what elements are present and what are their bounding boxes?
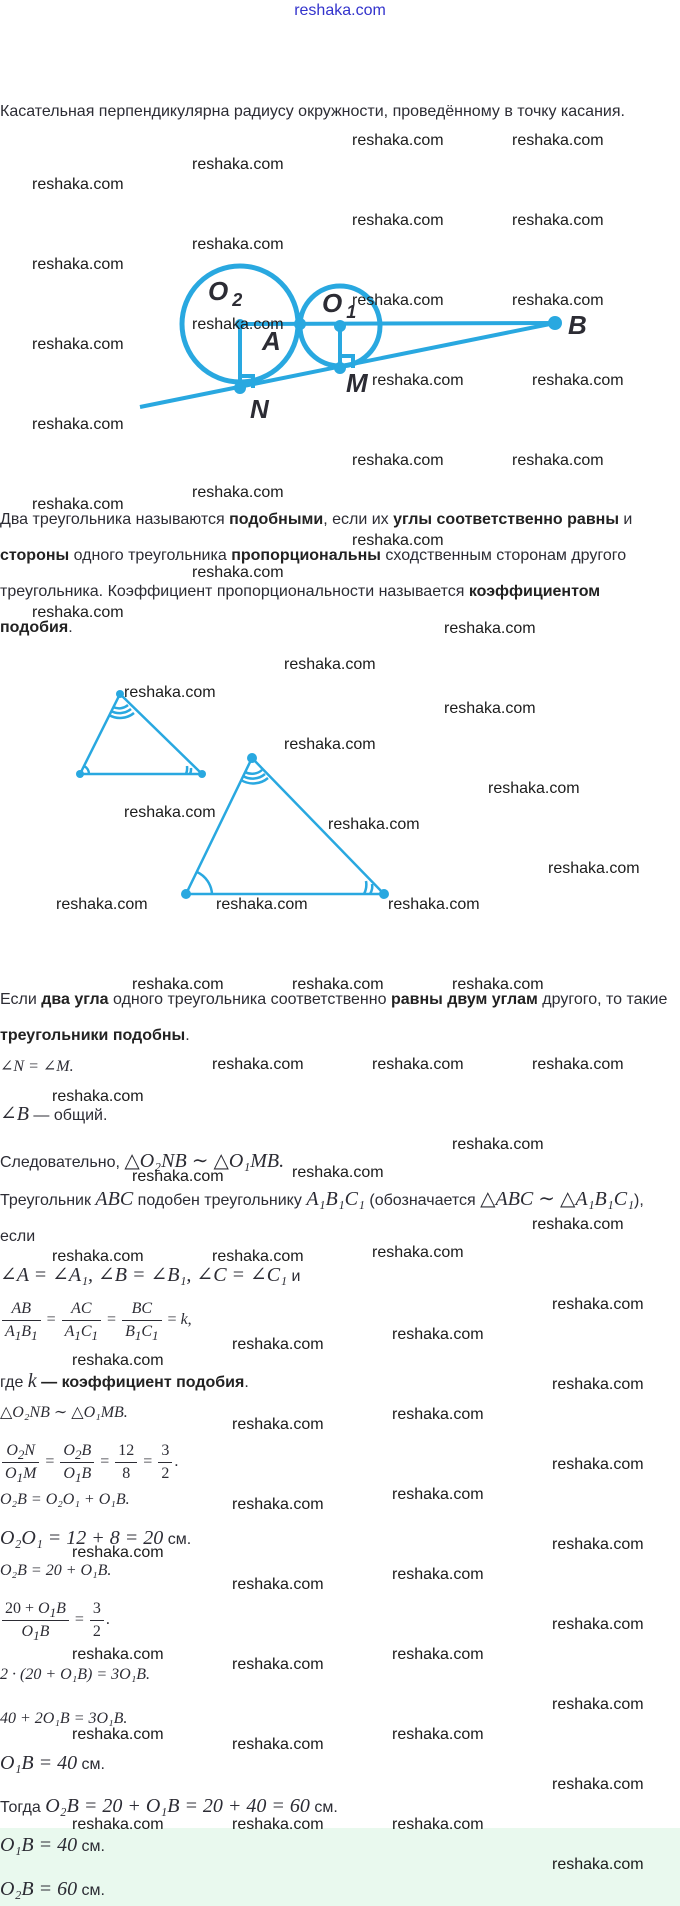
label-n: N [250, 394, 269, 424]
watermark: reshaka.com [392, 1566, 484, 1583]
watermark: reshaka.com [392, 1326, 484, 1343]
watermark: reshaka.com [284, 736, 376, 753]
ratio-formula: $\frac{AB}{A_1B_1}$ = $\frac{AC}{A_1C_1}$ = $\frac{BC}{B_1C_1}$ = k, [0, 1298, 192, 1343]
watermark: reshaka.com [372, 1056, 464, 1073]
large-angle-right-2 [364, 881, 366, 894]
point-o1 [334, 320, 346, 332]
eq-angle-n-m: ∠N = ∠M. [0, 1058, 74, 1075]
watermark: reshaka.com [192, 484, 284, 501]
point-a [294, 318, 306, 330]
watermark: reshaka.com [532, 1056, 624, 1073]
watermark: reshaka.com [132, 976, 224, 993]
watermark: reshaka.com [72, 1352, 164, 1369]
watermark: reshaka.com [352, 452, 444, 469]
label-o2: O $_2$ [208, 276, 243, 310]
watermark: reshaka.com [192, 316, 284, 333]
watermark: reshaka.com [328, 816, 420, 833]
watermark: reshaka.com [452, 976, 544, 993]
watermark: reshaka.com [552, 1856, 644, 1873]
angle-b-common: ∠B — общий. [0, 1103, 108, 1125]
watermark: reshaka.com [552, 1376, 644, 1393]
watermark: reshaka.com [532, 1216, 624, 1233]
where-k-line: где k — коэффициент подобия. [0, 1370, 249, 1392]
watermark: reshaka.com [232, 1336, 324, 1353]
eq-o1b-result: O₁B = 40 см. [0, 1752, 105, 1774]
eq-o2o1: O₂O₁ = 12 + 8 = 20 см. [0, 1527, 192, 1549]
watermark: reshaka.com [32, 176, 124, 193]
watermark: reshaka.com [124, 684, 216, 701]
watermark: reshaka.com [132, 1168, 224, 1185]
watermark: reshaka.com [292, 1164, 384, 1181]
watermark: reshaka.com [216, 896, 308, 913]
eq-o2b-sum: O₂B = O₂O₁ + O₁B. [0, 1491, 130, 1508]
label-a: A [262, 326, 281, 356]
point-n [234, 382, 246, 394]
theory-aa-criterion: Если два угла одного треугольника соответственно равны двум углам другого, то такие треугольники подобны. [0, 991, 668, 1044]
watermark: reshaka.com [552, 1456, 644, 1473]
watermark: reshaka.com [352, 292, 444, 309]
watermark: reshaka.com [284, 656, 376, 673]
watermark: reshaka.com [52, 1248, 144, 1265]
watermark: reshaka.com [32, 336, 124, 353]
watermark: reshaka.com [552, 1696, 644, 1713]
answer-o1b: O₁B = 40 см. [0, 1834, 105, 1856]
eq-similar-2: △O₂NB ∼ △O₁MB. [0, 1404, 128, 1421]
consequently-line: Следовательно, △O₂NB ∼ △O₁MB. [0, 1150, 285, 1172]
line-o2b [240, 323, 555, 324]
watermark: reshaka.com [372, 372, 464, 389]
answer-o2b: O₂B = 60 см. [0, 1878, 105, 1900]
watermark: reshaka.com [512, 452, 604, 469]
watermark: reshaka.com [212, 1248, 304, 1265]
watermark: reshaka.com [532, 372, 624, 389]
label-o1: O $_1$ [322, 288, 357, 322]
watermark: reshaka.com [232, 1416, 324, 1433]
large-angle-top-1 [245, 770, 262, 774]
watermark: reshaka.com [392, 1406, 484, 1423]
watermark: reshaka.com [232, 1736, 324, 1753]
eq-expand: 40 + 2O₁B = 3O₁B. [0, 1710, 128, 1727]
watermark: reshaka.com [352, 532, 444, 549]
point-b [548, 316, 562, 330]
watermark: reshaka.com [232, 1656, 324, 1673]
eq-fraction-ratio: $\frac{20 + O_1B}{O_1B}$ = $\frac{3}{2}$ . [0, 1598, 110, 1643]
watermark: reshaka.com [512, 292, 604, 309]
watermark: reshaka.com [444, 620, 536, 637]
watermark: reshaka.com [512, 212, 604, 229]
label-b: B [568, 310, 587, 340]
watermark: reshaka.com [392, 1726, 484, 1743]
label-m: M [346, 368, 368, 398]
small-angle-right-2 [186, 766, 187, 774]
watermark: reshaka.com [192, 156, 284, 173]
watermark: reshaka.com [32, 496, 124, 513]
watermark: reshaka.com [232, 1496, 324, 1513]
watermark: reshaka.com [212, 1056, 304, 1073]
similarity-definition: Треугольник ABC подобен треугольнику A₁B₁C₁ (обозначается △ABC ∼ △A₁B₁C₁), если [0, 1188, 644, 1245]
watermark: reshaka.com [552, 1776, 644, 1793]
small-angle-right-1 [190, 768, 191, 774]
watermark: reshaka.com [32, 256, 124, 273]
watermark: reshaka.com [72, 1726, 164, 1743]
watermark: reshaka.com [512, 132, 604, 149]
watermark: reshaka.com [552, 1296, 644, 1313]
watermark: reshaka.com [192, 564, 284, 581]
watermark: reshaka.com [232, 1576, 324, 1593]
small-triangle [80, 694, 202, 774]
angles-equal-line: ∠A = ∠A₁, ∠B = ∠B₁, ∠C = ∠C₁ и [0, 1264, 301, 1286]
watermark: reshaka.com [392, 1486, 484, 1503]
eq-o2b-sub: O₂B = 20 + O₁B. [0, 1562, 112, 1579]
watermark: reshaka.com [388, 896, 480, 913]
watermark: reshaka.com [352, 132, 444, 149]
watermark: reshaka.com [32, 416, 124, 433]
eq-multiply: 2 · (20 + O₁B) = 3O₁B. [0, 1666, 151, 1683]
theory-tangent-paragraph: Касательная перпендикулярна радиусу окружности, проведённому в точку касания. [0, 103, 625, 120]
watermark: reshaka.com [52, 1088, 144, 1105]
watermark: reshaka.com [292, 976, 384, 993]
watermark: reshaka.com [392, 1646, 484, 1663]
point-m [334, 362, 346, 374]
watermark: reshaka.com [32, 604, 124, 621]
watermark: reshaka.com [552, 1616, 644, 1633]
watermark: reshaka.com [72, 1646, 164, 1663]
watermark: reshaka.com [192, 236, 284, 253]
large-angle-right-1 [370, 884, 372, 894]
watermark: reshaka.com [552, 1536, 644, 1553]
watermark: reshaka.com [392, 1816, 484, 1833]
watermark: reshaka.com [488, 780, 580, 797]
then-line: Тогда O₂B = 20 + O₁B = 20 + 40 = 60 см. [0, 1795, 338, 1817]
watermark: reshaka.com [444, 700, 536, 717]
watermark: reshaka.com [124, 804, 216, 821]
watermark: reshaka.com [72, 1544, 164, 1561]
watermark: reshaka.com [72, 1816, 164, 1833]
site-header-link[interactable]: reshaka.com [294, 2, 386, 19]
watermark: reshaka.com [232, 1816, 324, 1833]
theory-similar-definition: Два треугольника называются подобными, если их углы соответственно равны и стороны одного треугольника пропорциональны сходственным сторонам другого треугольника. Коэффициент пропорциональности называется коэффициентом подобия. [0, 511, 633, 636]
watermark: reshaka.com [452, 1136, 544, 1153]
large-angle-left [197, 872, 212, 894]
ratio-o2n-o1m: $\frac{O_2N}{O_1M}$ = $\frac{O_2B}{O_1B}$ = $\frac{12}{8}$ = $\frac{3}{2}$ . [0, 1440, 178, 1485]
watermark: reshaka.com [56, 896, 148, 913]
watermark: reshaka.com [548, 860, 640, 877]
watermark: reshaka.com [372, 1244, 464, 1261]
watermark: reshaka.com [352, 212, 444, 229]
